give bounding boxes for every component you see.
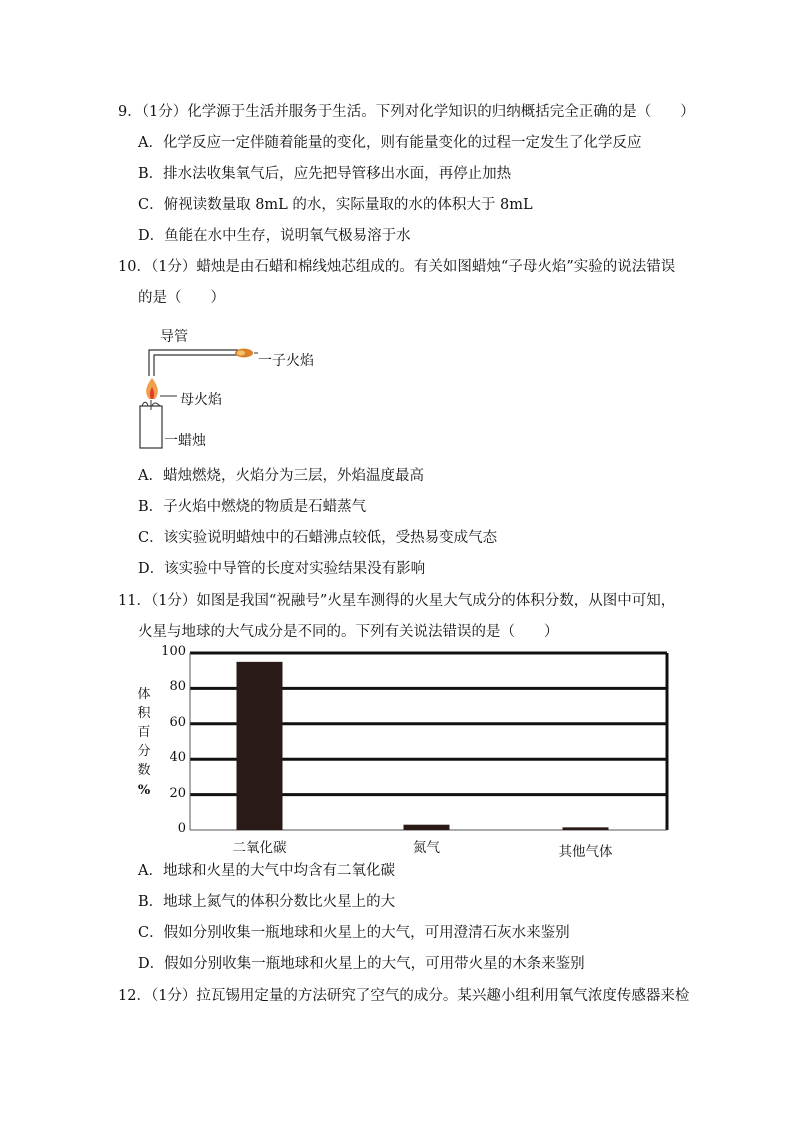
q11-option-d: D．假如分别收集一瓶地球和火星上的大气，可用带火星的木条来鉴别	[138, 956, 585, 972]
bar-1	[237, 662, 283, 830]
q10-option-c: C．该实验说明蜡烛中的石蜡沸点较低，受热易变成气态	[138, 530, 498, 546]
q9-option-c: C．俯视读数量取 8mL 的水，实际量取的水的体积大于 8mL	[138, 197, 533, 213]
candle-label: 一蜡烛	[164, 433, 206, 449]
y-tick-label: 100	[161, 644, 186, 659]
q10-option-b: B．子火焰中燃烧的物质是石蜡蒸气	[138, 499, 367, 515]
q10-option-d: D．该实验中导管的长度对实验结果没有影响	[138, 561, 426, 577]
q9-stem: 9．（1分）化学源于生活并服务于生活。下列对化学知识的归纳概括完全正确的是（ ）	[118, 104, 695, 120]
q9-option-d: D．鱼能在水中生存，说明氧气极易溶于水	[138, 228, 411, 244]
y-tick-label: 20	[169, 785, 186, 801]
tube-inner	[154, 355, 238, 376]
x-tick-label: 二氧化碳	[232, 840, 287, 856]
q10-option-a: A．蜡烛燃烧，火焰分为三层，外焰温度最高	[138, 468, 424, 484]
tube-outer	[149, 350, 238, 376]
bar-chart	[130, 645, 690, 860]
q9-option-b: B．排水法收集氧气后，应先把导管移出水面，再停止加热	[138, 166, 512, 182]
y-axis-label-char: 百	[137, 725, 151, 740]
y-axis-label-char: 数	[137, 763, 151, 778]
y-tick-label: 60	[169, 714, 186, 730]
tube-label: 导管	[160, 329, 188, 345]
child-flame-label: 一子火焰	[258, 353, 314, 369]
y-tick-label: 0	[177, 821, 186, 836]
y-axis-label-char: %	[137, 783, 151, 798]
y-axis-label-char: 体	[137, 687, 151, 702]
y-axis-label-char: 积	[137, 706, 151, 721]
x-tick-label: 其他气体	[558, 844, 613, 860]
bar-chart-svg	[130, 645, 690, 860]
candle-body	[140, 406, 162, 448]
y-tick-label: 40	[169, 750, 186, 766]
bar-3	[563, 827, 609, 830]
q11-option-b: B．地球上氮气的体积分数比火星上的大	[138, 894, 396, 910]
x-tick-label: 氮气	[413, 840, 440, 856]
y-axis-label-char: 分	[137, 744, 151, 759]
q10-stem-line2: 的是（ ）	[138, 290, 225, 306]
q11-option-c: C．假如分别收集一瓶地球和火星上的大气，可用澄清石灰水来鉴别	[138, 925, 570, 941]
q11-option-a: A．地球和火星的大气中均含有二氧化碳	[138, 863, 395, 879]
mother-flame-label: 母火焰	[180, 392, 222, 408]
candle-figure	[130, 320, 350, 455]
q12-stem: 12．（1分）拉瓦锡用定量的方法研究了空气的成分。某兴趣小组利用氧气浓度传感器来检	[118, 988, 690, 1004]
q10-stem-line1: 10．（1分）蜡烛是由石蜡和棉线烛芯组成的。有关如图蜡烛“子母火焰”实验的说法错误	[118, 259, 676, 275]
y-tick-label: 80	[169, 679, 186, 695]
q9-option-a: A．化学反应一定伴随着能量的变化，则有能量变化的过程一定发生了化学反应	[138, 135, 642, 151]
bar-2	[404, 825, 450, 830]
q11-stem-line1: 11．（1分）如图是我国“祝融号”火星车测得的火星大气成分的体积分数，从图中可知，	[118, 593, 676, 609]
q11-stem-line2: 火星与地球的大气成分是不同的。下列有关说法错误的是（ ）	[138, 624, 559, 640]
